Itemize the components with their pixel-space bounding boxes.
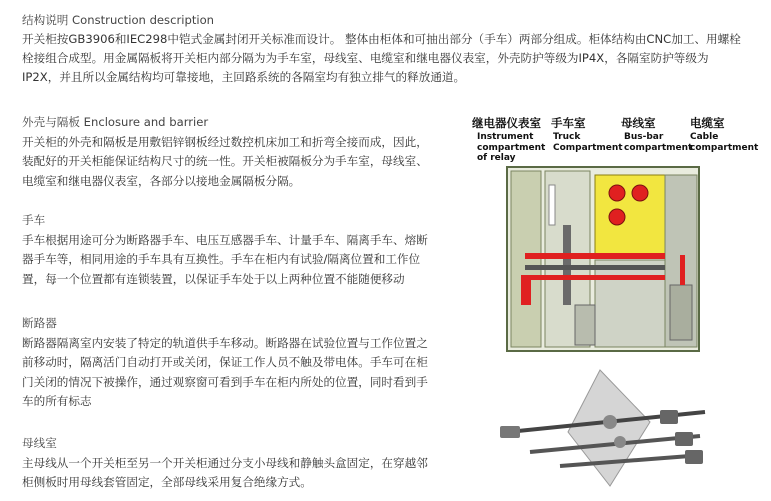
label-busbar-en: Bus-bar compartment [624, 132, 693, 153]
label-truck-cn: 手车室 [551, 116, 586, 130]
section-line: 柜侧板时用母线套管固定，全部母线采用复合绝缘方式。 [22, 475, 312, 489]
busbar-compartment [595, 175, 665, 255]
section-truck [22, 211, 462, 289]
section-title: 手车 [22, 213, 46, 227]
intro-line-3: IP2X，并且所以金属结构均可靠接地，主回路系统的各隔室均有独立排气的释放通道。 [22, 70, 466, 84]
label-truck-en: Truck Compartment [553, 132, 623, 153]
contact-arm-illustration [500, 362, 715, 492]
section-enclosure [22, 113, 462, 191]
intro-title: 结构说明 Construction description [22, 13, 215, 27]
section-title: 母线室 [22, 436, 57, 450]
section-busbar [22, 434, 462, 493]
section-line: 前移动时，隔离活门自动打开或关闭，保证工作人员不触及带电体。手车可在柜 [22, 355, 428, 369]
label-relay-cn: 继电器仪表室 [472, 116, 541, 130]
intro-line-1: 开关柜按GB3906和IEC298中铠式金属封闭开关标准而设计。 整体由柜体和可抽出部分（手车）两部分组成。柜体结构由CNC加工、用螺栓 [22, 32, 741, 46]
section-line: 器手车等，相同用途的手车具有互换性。手车在柜内有试验/隔离位置和工作位 [22, 252, 421, 266]
section-breaker [22, 314, 462, 412]
intro-line-2: 栓接组合成型。用金属隔板将开关柜内部分隔为为手车室，母线室、电缆室和继电器仪表室，外壳防护等级为IP4X，各隔室防护等级为 [22, 51, 709, 65]
section-line: 电缆室和继电器仪表室，各部分以接地金属隔板分隔。 [22, 173, 301, 188]
label-relay-en: Instrument compartment of relay [477, 132, 546, 163]
section-line: 主母线从一个开关柜至另一个开关柜通过分支小母线和静触头盒固定，在穿越邻 [22, 455, 428, 470]
label-cable-cn: 电缆室 [690, 116, 725, 130]
switchgear-cross-section [505, 165, 705, 355]
section-line: 车的所有标志 [22, 394, 92, 408]
label-cable-en: Cable compartment [690, 132, 759, 153]
section-title: 断路器 [22, 316, 57, 330]
section-title: 外壳与隔板 Enclosure and barrier [22, 115, 209, 129]
label-busbar-cn: 母线室 [621, 116, 656, 130]
section-line: 手车根据用途可分为断路器手车、电压互感器手车、计量手车、隔离手车、熔断 [22, 232, 428, 247]
section-line: 断路器隔离室内安装了特定的轨道供手车移动。断路器在试验位置与工作位置之 [22, 335, 428, 350]
section-line: 装配好的开关柜能保证结构尺寸的统一性。开关柜被隔板分为手车室，母线室、 [22, 154, 428, 168]
section-line: 门关闭的情况下被操作，通过观察窗可看到手车在柜内所处的位置，同时看到手 [22, 374, 428, 389]
section-line: 置，每一个位置都有连锁装置，以保证手车处于以上两种位置不能随便移动 [22, 271, 405, 286]
section-line: 开关柜的外壳和隔板是用敷铝锌钢板经过数控机床加工和折弯全接而成，因此， [22, 134, 428, 149]
